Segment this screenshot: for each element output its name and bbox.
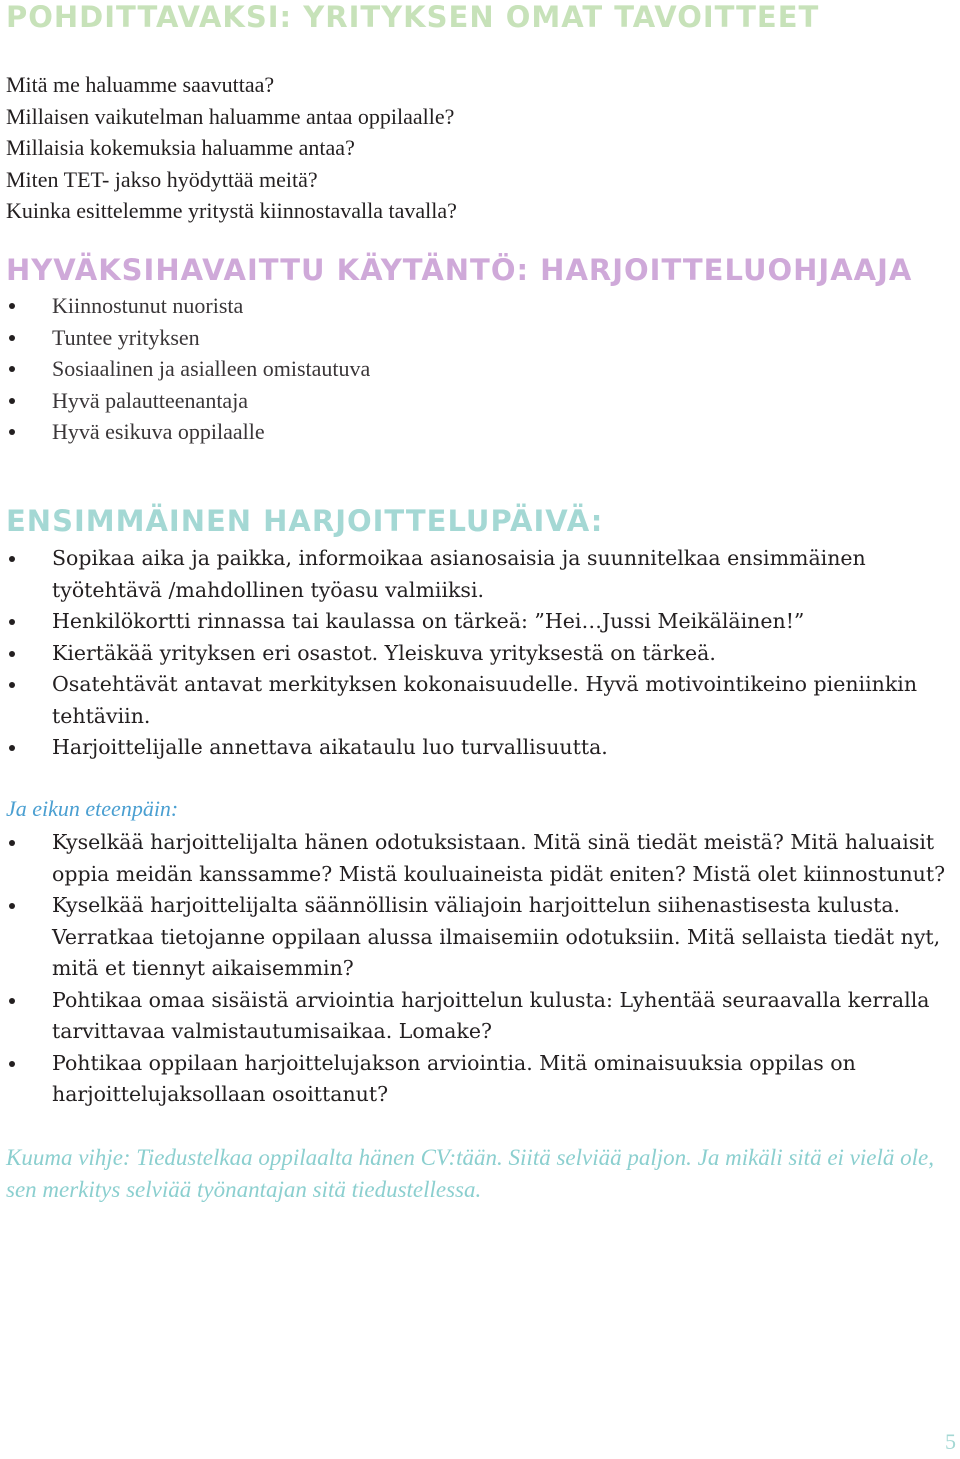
harjoitteluohjaaja-list [6, 290, 952, 448]
page-number: 5 [945, 1429, 956, 1454]
list-item [6, 416, 952, 448]
bullet-icon [9, 335, 15, 341]
list-item [6, 732, 952, 764]
bullet-icon [9, 840, 15, 846]
list-item-text: Kyselkää harjoittelijalta säännöllisin väliajoin harjoittelun siihenastisesta kulusta. Verratkaa tietojanne oppilaan alussa ilmaisemiin odotuksiin. Mitä sellaista tiedät nyt, mitä et tiennyt aikaisemmin? [52, 893, 941, 980]
bullet-icon [9, 651, 15, 657]
bullet-icon [9, 556, 15, 562]
tavoitteet-questions [6, 69, 952, 227]
bullet-icon [9, 366, 15, 372]
heading-harjoitteluohjaaja: HYVÄKSIHAVAITTU KÄYTÄNTÖ: HARJOITTELUOHJAAJA [6, 253, 913, 287]
question-line: Miten TET- jakso hyödyttää meitä? [6, 166, 318, 192]
list-item [6, 353, 952, 385]
list-item [6, 543, 952, 606]
question-line: Mitä me haluamme saavuttaa? [6, 72, 275, 97]
list-item [6, 1048, 952, 1111]
list-item [6, 606, 952, 638]
list-item [6, 890, 952, 985]
list-item-text: Harjoittelijalle annettava aikataulu luo turvallisuutta. [52, 735, 608, 759]
ensimmainen-list [6, 543, 952, 764]
bullet-icon [9, 303, 15, 309]
bullet-icon [9, 903, 15, 909]
bullet-icon [9, 682, 15, 688]
question-line: Millaisia kokemuksia haluamme antaa? [6, 135, 355, 160]
question-line: Kuinka esittelemme yritystä kiinnostavalla tavalla? [6, 198, 457, 223]
list-item-text: Sopikaa aika ja paikka, informoikaa asianosaisia ja suunnitelkaa ensimmäinen työtehtävä /mahdollinen työasu valmiiksi. [52, 546, 866, 602]
list-item-text: Hyvä esikuva oppilaalle [52, 419, 265, 444]
list-item-text: Kiertäkää yrityksen eri osastot. Yleiskuva yrityksestä on tärkeä. [52, 640, 716, 665]
hot-tip: Kuuma vihje: Tiedustelkaa oppilaalta hänen CV:tään. Siitä selviää paljon. Ja mikäli sitä ei vielä ole, sen merkitys selviää työnantajan sitä tiedustellessa. [6, 1145, 934, 1202]
list-item-text: Pohtikaa omaa sisäistä arviointia harjoittelun kulusta: Lyhentää seuraavalla kerralla tarvittavaa valmistautumisaikaa. Lomake? [52, 987, 930, 1043]
bullet-icon [9, 998, 15, 1004]
list-item-text: Pohtikaa oppilaan harjoittelujakson arviointia. Mitä ominaisuuksia oppilas on harjoittelujaksollaan osoittanut? [52, 1050, 856, 1106]
heading-ensimmainen-harjoittelupaiva: ENSIMMÄINEN HARJOITTELUPÄIVÄ: [6, 504, 604, 538]
bullet-icon [9, 619, 15, 625]
list-item-text: Tuntee yrityksen [52, 324, 200, 350]
subheading-eteenpain: Ja eikun eteenpäin: [6, 796, 179, 821]
list-item [6, 638, 952, 670]
list-item [6, 290, 952, 322]
list-item [6, 827, 952, 890]
eteenpain-list [6, 827, 952, 1111]
list-item-text: Henkilökortti rinnassa tai kaulassa on tärkeä: ”Hei…Jussi Meikäläinen!” [52, 609, 805, 633]
list-item [6, 385, 952, 417]
list-item [6, 322, 952, 354]
heading-yrityksen-tavoitteet: POHDITTAVAKSI: YRITYKSEN OMAT TAVOITTEET [6, 0, 820, 34]
list-item-text: Kyselkää harjoittelijalta hänen odotuksistaan. Mitä sinä tiedät meistä? Mitä haluaisit oppia meidän kanssamme? Mistä kouluaineista pidät eniten? Mistä olet kiinnostunut? [52, 830, 946, 886]
bullet-icon [9, 398, 15, 404]
list-item [6, 669, 952, 732]
bullet-icon [9, 1061, 15, 1067]
bullet-icon [9, 745, 15, 751]
question-line: Millaisen vaikutelman haluamme antaa oppilaalle? [6, 103, 455, 129]
list-item-text: Kiinnostunut nuorista [52, 293, 244, 318]
list-item-text: Osatehtävät antavat merkityksen kokonaisuudelle. Hyvä motivointikeino pieniinkin tehtäviin. [52, 672, 918, 728]
list-item-text: Hyvä palautteenantaja [52, 387, 249, 413]
list-item-text: Sosiaalinen ja asialleen omistautuva [52, 356, 371, 381]
list-item [6, 985, 952, 1048]
bullet-icon [9, 429, 15, 435]
